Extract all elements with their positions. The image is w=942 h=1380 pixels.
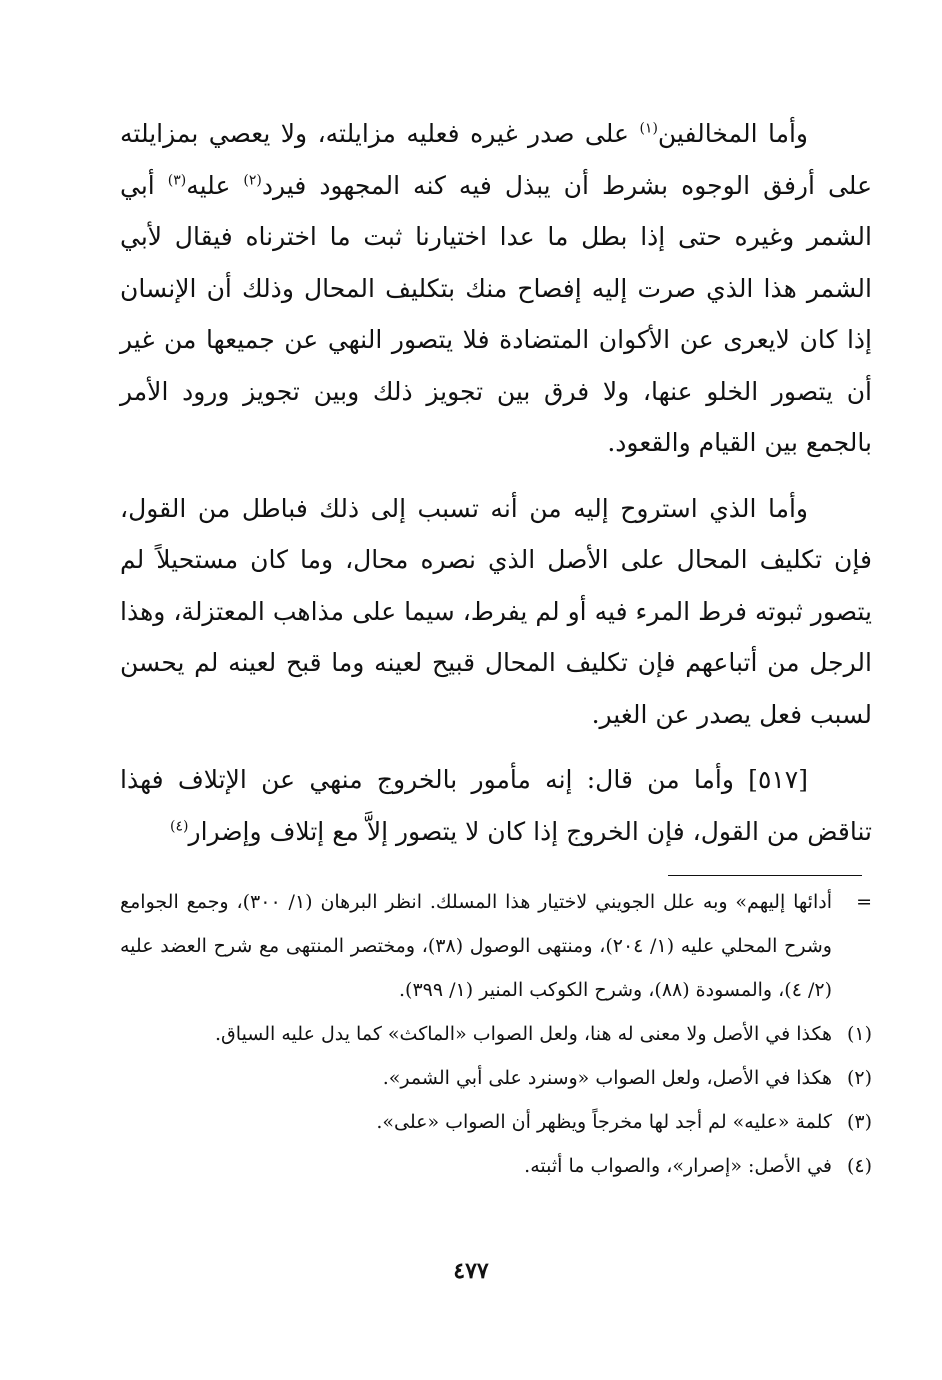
footnote-text: هكذا في الأصل ولا معنى له هنا، ولعل الصواب «الماكث» كما يدل عليه السياق. [215,1023,832,1045]
paragraph-3-before: [٥١٧] وأما من قال: إنه مأمور بالخروج منهي عن الإتلاف فهذا تناقض من القول، فإن الخروج إذا كان لا يتصور إلاَّ مع إتلاف وإضرار [120,765,872,846]
footnote-continuation [120,880,872,1012]
footnote-number: (١) [846,1023,872,1045]
footnote-number: (٤) [846,1155,872,1177]
paragraph-2: وأما الذي استروح إليه من أنه تسبب إلى ذلك فباطل من القول، فإن تكليف المحال على الأصل الذي نصره محال، وما كان مستحيلاً لم يتصور ثبوته فرط المرء فيه أو لم يفرط، سيما على مذاهب المعتزلة، وهذا الرجل من أتباعهم فإن تكليف المحال قبيح لعينه وما قبح لعينه لم يحسن لسبب فعل يصدر عن الغير. [120,493,872,729]
footnote-text: في الأصل: «إصرار»، والصواب ما أثبته. [524,1155,832,1177]
page-number: ٤٧٧ [453,1258,489,1284]
continuation-mark: = [856,891,872,913]
paragraph-3 [120,754,872,857]
footnote-ref-4[interactable]: (٤) [170,818,189,835]
footnote-4 [120,1144,872,1188]
paragraph-1-mid2: عليه [186,170,244,200]
footnote-number: (٣) [846,1111,872,1133]
paragraph-1 [120,108,872,469]
footnote-number: (٢) [846,1067,872,1089]
footnote-2 [120,1056,872,1100]
paragraph-1-mid1: على صدر غيره فعليه مزايلته، ولا يعصي بمزايلته على أرفق الوجوه بشرط أن يبذل فيه كنه المجهود فيرد [120,119,872,200]
footnote-3 [120,1100,872,1144]
paragraph-1-before: وأما المخالفين [657,119,808,148]
footnote-text: كلمة «عليه» لم أجد لها مخرجاً ويظهر أن الصواب «على». [376,1111,832,1133]
footnote-ref-2[interactable]: (٢) [243,172,262,189]
footnotes [120,880,872,1188]
footnote-ref-3[interactable]: (٣) [167,172,187,189]
footnote-continuation-text: أدائها إليهم» وبه علل الجويني لاختيار هذا المسلك. انظر البرهان (١/ ٣٠٠)، وجمع الجوامع وشرح المحلي عليه (١/ ٢٠٤)، ومنتهى الوصول (٣٨)، ومختصر المنتهى مع شرح العضد عليه (٢/ ٤)، والمسودة (٨٨)، وشرح الكوكب المنير (١/ ٣٩٩). [120,891,832,1001]
footnote-text: هكذا في الأصل، ولعل الصواب «وسنرد على أبي الشمر». [382,1067,832,1089]
main-text [120,108,872,871]
paragraph-1-after: أبي الشمر وغيره حتى إذا بطل ما عدا اختيارنا ثبت ما اخترناه فيقال لأبي الشمر هذا الذي صرت إليه إفصاح منك بتكليف المحال وذلك أن الإنسان إذا كان لايعرى عن الأكوان المتضادة فلا يتصور النهي عن جميعها من غير أن يتصور الخلو عنها، ولا فرق بين تجويز ذلك وبين تجويز ورود الأمر بالجمع بين القيام والقعود. [120,170,872,457]
footnote-separator [668,875,862,876]
footnote-1 [120,1012,872,1056]
footnote-ref-1[interactable]: (١) [639,120,658,137]
